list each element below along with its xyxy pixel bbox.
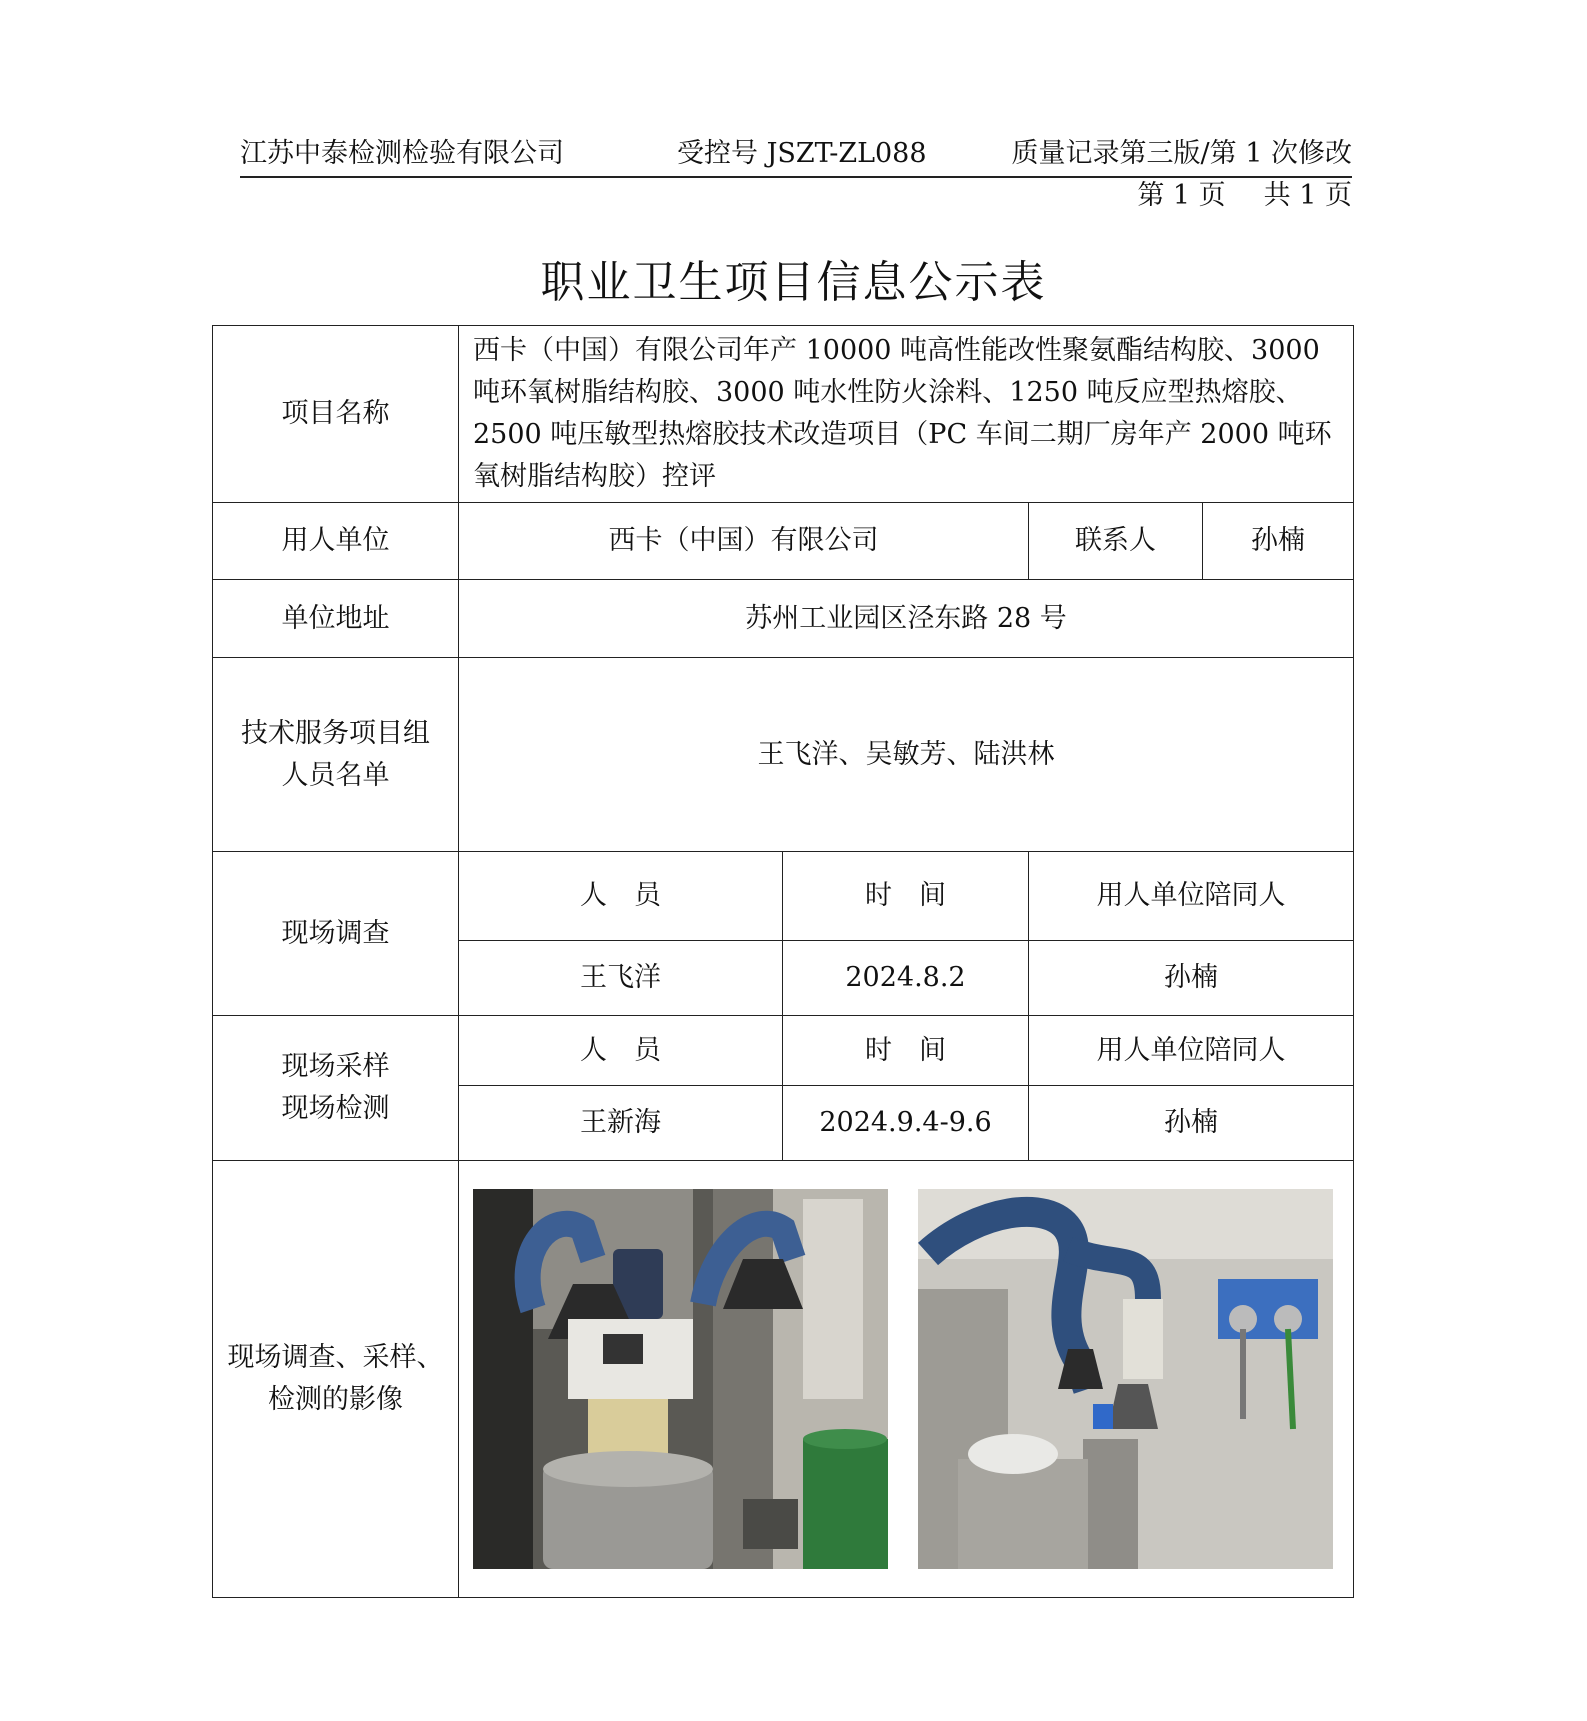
contact-value: 孙楠 xyxy=(1203,503,1354,580)
photo-row xyxy=(459,1189,1353,1569)
row-survey-header xyxy=(213,852,1354,941)
sampling-person: 王新海 xyxy=(459,1086,783,1161)
project-name-label: 项目名称 xyxy=(213,326,459,503)
project-name-value: 西卡（中国）有限公司年产 10000 吨高性能改性聚氨酯结构胶、3000 吨环氧树脂结构胶、3000 吨水性防火涂料、1250 吨反应型热熔胶、2500 吨压敏型热熔胶技术改造项目（PC 车间二期厂房年产 2000 吨环氧树脂结构胶）控评 xyxy=(459,326,1354,503)
employer-value: 西卡（中国）有限公司 xyxy=(459,503,1029,580)
page-number: 第 1 页 xyxy=(1137,180,1226,211)
survey-col-escort: 用人单位陪同人 xyxy=(1029,852,1354,941)
row-address xyxy=(213,580,1354,658)
site-photo-reactor xyxy=(473,1189,888,1569)
survey-col-time: 时 间 xyxy=(783,852,1029,941)
sampling-label-line1: 现场采样 xyxy=(281,1051,390,1082)
team-label-line2: 人员名单 xyxy=(281,759,390,791)
sampling-time: 2024.9.4-9.6 xyxy=(783,1086,1029,1161)
sampling-col-person: 人 员 xyxy=(459,1016,783,1086)
images-label xyxy=(213,1161,459,1598)
address-value: 苏州工业园区泾东路 28 号 xyxy=(459,580,1354,658)
address-label: 单位地址 xyxy=(213,580,459,658)
row-project-name xyxy=(213,326,1354,503)
row-employer xyxy=(213,503,1354,580)
images-label-line1: 现场调查、采样、 xyxy=(227,1342,444,1373)
info-table xyxy=(212,325,1354,1598)
sampling-escort: 孙楠 xyxy=(1029,1086,1354,1161)
team-value: 王飞洋、吴敏芳、陆洪林 xyxy=(459,658,1354,852)
survey-person: 王飞洋 xyxy=(459,941,783,1016)
page-total: 共 1 页 xyxy=(1263,180,1352,211)
row-team xyxy=(213,658,1354,852)
sampling-col-escort: 用人单位陪同人 xyxy=(1029,1016,1354,1086)
company-name: 江苏中泰检测检验有限公司 xyxy=(240,138,564,169)
sampling-label-line2: 现场检测 xyxy=(281,1093,390,1124)
page-info xyxy=(1137,176,1352,216)
control-number: 受控号 JSZT-ZL088 xyxy=(677,138,927,169)
team-label xyxy=(213,658,459,852)
team-label-line1: 技术服务项目组 xyxy=(241,717,430,749)
contact-label: 联系人 xyxy=(1029,503,1203,580)
images-cell xyxy=(459,1161,1354,1598)
row-images xyxy=(213,1161,1354,1598)
survey-col-person: 人 员 xyxy=(459,852,783,941)
row-sampling-header xyxy=(213,1016,1354,1086)
document-header xyxy=(240,134,1352,178)
sampling-label xyxy=(213,1016,459,1161)
site-photo-fume-extractor xyxy=(918,1189,1333,1569)
record-version: 质量记录第三版/第 1 次修改 xyxy=(1011,138,1352,169)
images-label-line2: 检测的影像 xyxy=(268,1384,403,1415)
survey-label: 现场调查 xyxy=(213,852,459,1016)
survey-time: 2024.8.2 xyxy=(783,941,1029,1016)
employer-label: 用人单位 xyxy=(213,503,459,580)
sampling-col-time: 时 间 xyxy=(783,1016,1029,1086)
page-title: 职业卫生项目信息公示表 xyxy=(540,257,1047,308)
survey-escort: 孙楠 xyxy=(1029,941,1354,1016)
